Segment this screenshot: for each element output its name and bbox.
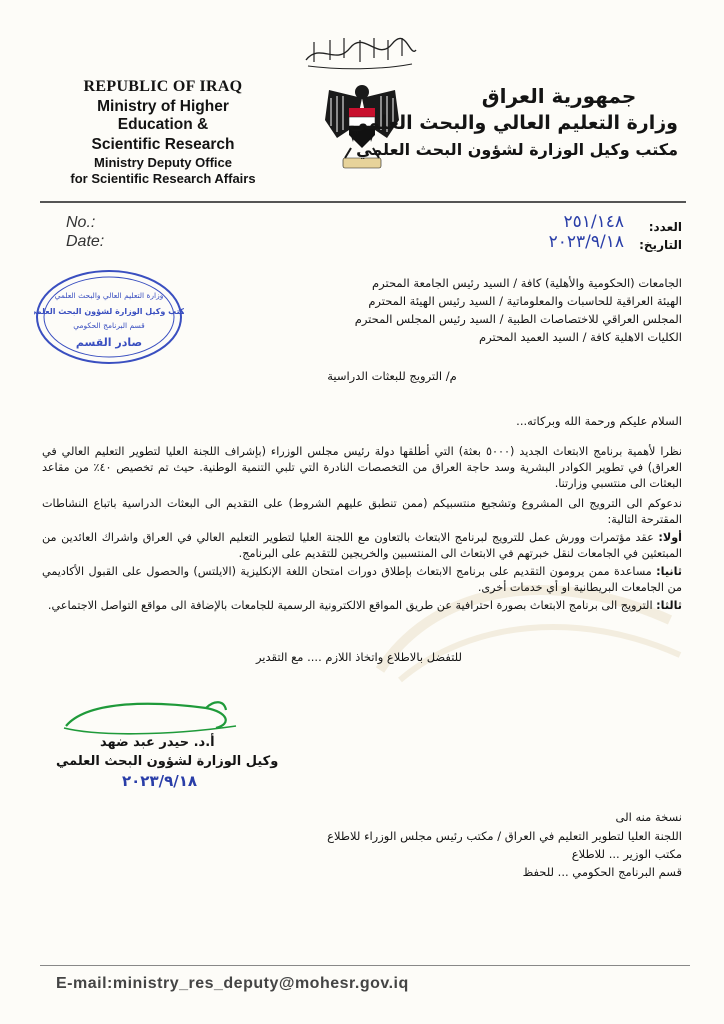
subject-line — [42, 369, 682, 383]
recipient-1: الجامعات (الحكومية والأهلية) كافة / السيد رئيس الجامعة المحترم — [372, 276, 682, 290]
arabic-letterhead — [348, 84, 678, 159]
body-point-3 — [42, 598, 682, 614]
point-2-label: ثانيا: — [656, 565, 682, 578]
point-2-text: مساعدة ممن يرومون التقديم على برنامج الابتعاث بإطلاق دورات امتحان اللغة الإنكليزية (الايلتس) والحصول على القبول الأكاديمي من الجامعات البريطانية او أي خدمات أخرى. — [42, 565, 682, 594]
stamp-line-4: صادر القسم — [75, 336, 143, 349]
stamp-icon — [34, 268, 184, 366]
republic-title-ar: جمهورية العراق — [481, 84, 637, 108]
ministry-title-ar: وزارة التعليم العالي والبحث العلمي — [348, 112, 678, 134]
signature-date: ٢٠٢٣/٩/١٨ — [122, 772, 198, 790]
english-letterhead — [58, 78, 268, 186]
reference-number: ٢٥١/١٤٨ — [563, 212, 624, 232]
closing-line: للتفضل بالاطلاع واتخاذ اللازم .... مع التقدير — [255, 650, 462, 664]
body-paragraph-1: نظرا لأهمية برنامج الابتعاث الجديد (٥٠٠٠ بعثة) التي أطلقها دولة رئيس مجلس الوزراء (بإشراف اللجنة العليا لتطوير التعليم العالي في العراق) في تطوير الكوادر البشرية وسد حاجة العراق من التخصصات النادرة التي تلبي التنمية الوطنية. حيث تم تخصيص ٤٠٪ من مقاعد البعثات الى منتسبي وزارتنا. — [42, 445, 682, 490]
footer-email: E-mail:ministry_res_deputy@mohesr.gov.iq — [56, 975, 409, 992]
date-label: Date: — [66, 233, 105, 250]
stamp-line-3: قسم البرنامج الحكومي — [73, 321, 145, 330]
copies-header: نسخة منه الى — [615, 810, 682, 824]
point-3-label: ثالثا: — [656, 599, 682, 612]
greeting: السلام عليكم ورحمة الله وبركاته... — [516, 414, 682, 428]
body-point-1 — [42, 530, 682, 562]
body-point-2 — [42, 564, 682, 596]
copy-recipient-2: مكتب الوزير ... للاطلاع — [571, 847, 682, 861]
copy-recipient-1: اللجنة العليا لتطوير التعليم في العراق / مكتب رئيس مجلس الوزراء للاطلاع — [327, 829, 682, 843]
republic-title: REPUBLIC OF IRAQ — [83, 78, 243, 95]
issue-date: ٢٠٢٣/٩/١٨ — [548, 232, 624, 252]
basmala-icon — [300, 32, 420, 72]
copy-recipient-3: قسم البرنامج الحكومي ... للحفظ — [522, 865, 682, 879]
recipient-3: المجلس العراقي للاختصاصات الطبية / السيد رئيس المجلس المحترم — [354, 312, 682, 326]
office-title: Ministry Deputy Office — [94, 155, 232, 170]
point-1-text: عقد مؤتمرات وورش عمل للترويج لبرنامج الابتعاث بالتعاون مع اللجنة العليا لتطوير التعليم العالي في العراق واشراك العائدين من المبتعثين في الجامعات لنقل خبرتهم في الابتعاث الى المنتسبين والخريجين للتقديم على البرنامج. — [42, 531, 682, 560]
number-label: No.: — [66, 214, 96, 231]
recipient-4: الكليات الاهلية كافة / السيد العميد المحترم — [479, 330, 682, 344]
office-title-ar: مكتب وكيل الوزارة لشؤون البحث العلمي — [356, 140, 678, 159]
signatory-title: وكيل الوزارة لشؤون البحث العلمي — [56, 754, 279, 769]
subject-text: م/ الترويج للبعثات الدراسية — [327, 369, 457, 383]
department-stamp — [34, 268, 184, 366]
stamp-line-2: مكتب وكيل الوزارة لشؤون البحث العلمي — [34, 307, 184, 316]
footer-divider — [40, 965, 690, 966]
recipient-2: الهيئة العراقية للحاسبات والمعلوماتية / السيد رئيس الهيئة المحترم — [368, 294, 682, 308]
reference-label-ar: العدد: — [648, 220, 682, 234]
basmala-calligraphy — [300, 32, 420, 72]
office-title-cont: for Scientific Research Affairs — [70, 171, 256, 186]
point-1-label: أولا: — [658, 531, 683, 544]
point-3-text: الترويج الى برنامج الابتعاث بصورة احترافية عن طريق المواقع الالكترونية الرسمية للجامعات بالإضافة الى مواقع التواصل الاجتماعي. — [47, 599, 653, 612]
ministry-title-cont: Scientific Research — [91, 136, 235, 153]
date-label-ar: التاريخ: — [639, 238, 682, 252]
stamp-line-1: وزارة التعليم العالي والبحث العلمي — [54, 291, 164, 300]
body-paragraph-2: ندعوكم الى الترويج الى المشروع وتشجيع منتسبيكم (ممن تنطبق عليهم الشروط) على التقديم الى البعثات الدراسية باتباع النشاطات المقترحة التالية: — [42, 497, 682, 526]
ministry-title: Ministry of Higher Education & — [97, 98, 229, 133]
signatory-name: أ.د. حيدر عبد ضهد — [100, 735, 215, 750]
header-divider — [40, 201, 686, 203]
